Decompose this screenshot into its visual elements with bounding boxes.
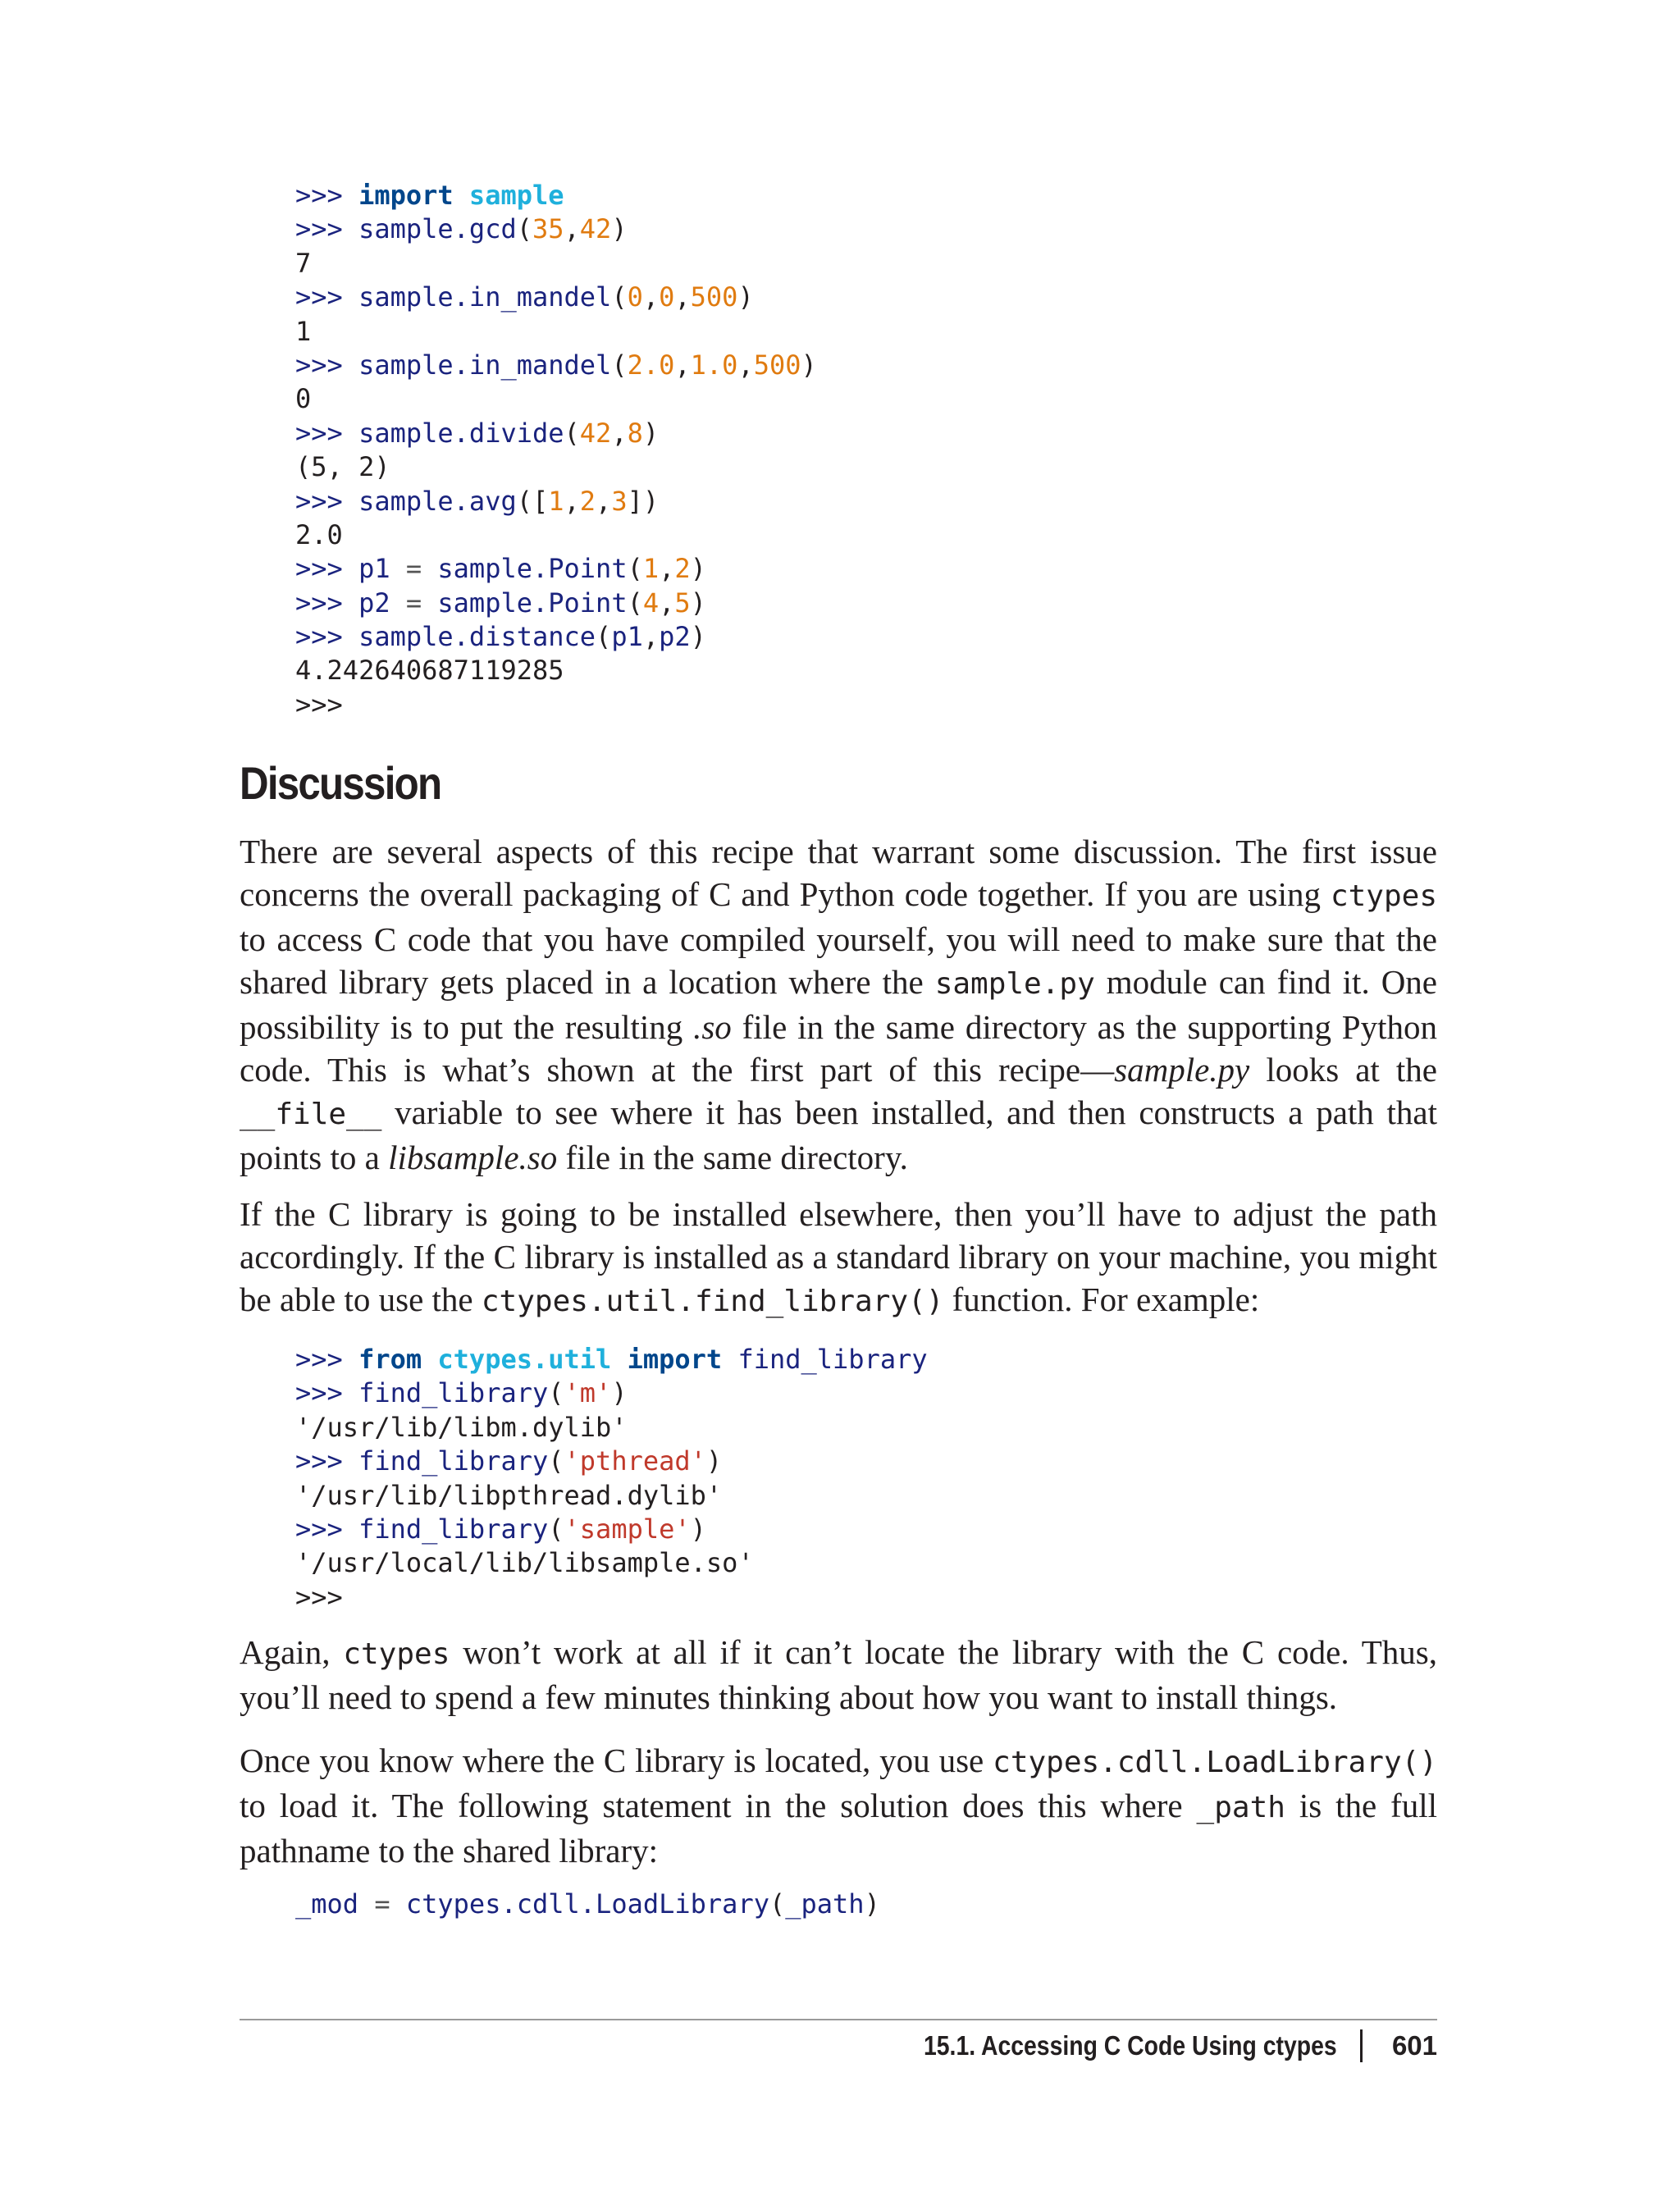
code-token-out: 4.242640687119285	[295, 655, 564, 687]
text-run: Again,	[240, 1633, 344, 1671]
code-token-name: p1	[358, 553, 390, 585]
code-token-num: 2	[674, 553, 691, 585]
code-token-punct: (	[611, 349, 628, 381]
code-token-punct: )	[690, 553, 706, 585]
code-token-prompt: >>>	[295, 213, 359, 245]
text-run: won’t work at all if it can’t locate the library with the C code. Thus, you’ll need to spend a few minutes thinking about how you want to install things.	[240, 1633, 1437, 1716]
code-token-punct: )	[690, 1513, 706, 1545]
code-token-punct: ([	[516, 485, 549, 517]
code-token-punct: )	[864, 1888, 880, 1920]
code-token-prompt: >>>	[295, 587, 359, 619]
code-line	[295, 485, 817, 518]
footer-separator	[1360, 2029, 1363, 2062]
code-token-op: =	[390, 553, 438, 585]
code-token-name: sample.distance	[358, 621, 596, 653]
text-run: to load it. The following statement in the solution does this where	[240, 1787, 1197, 1824]
code-token-op: =	[390, 587, 438, 619]
code-block-python-session	[295, 179, 817, 722]
code-line	[295, 1888, 880, 1921]
code-token-out: 0	[295, 383, 312, 415]
code-token-prompt: >>>	[295, 349, 359, 381]
code-token-name: find_library	[358, 1377, 549, 1409]
inline-code: ctypes.util.find_library()	[481, 1285, 944, 1318]
italic-term: .so	[693, 1008, 732, 1046]
code-line	[295, 1581, 928, 1614]
code-token-name: sample.in_mandel	[358, 349, 612, 381]
code-token-out: 2.0	[295, 518, 343, 550]
code-token-punct: ,	[674, 281, 691, 313]
code-token-out: '/usr/lib/libm.dylib'	[295, 1411, 628, 1443]
code-token-name: p2	[659, 621, 691, 653]
code-line	[295, 688, 817, 722]
code-token-num: 35	[532, 213, 564, 245]
code-token-name: sample.avg	[358, 485, 517, 517]
code-token-punct: )	[801, 349, 817, 381]
code-token-num: 1	[548, 485, 564, 517]
text-run: There are several aspects of this recipe that warrant some discussion. The first issue concerns the overall packaging of C and Python code together. If you are using	[240, 833, 1437, 913]
code-token-punct: (	[611, 281, 628, 313]
code-token-out: (5, 2)	[295, 451, 390, 483]
code-line	[295, 450, 817, 484]
code-token-punct: ,	[642, 621, 660, 653]
code-token-punct: )	[611, 213, 628, 245]
text-run: file in the same directory.	[557, 1139, 908, 1176]
code-token-punct: ,	[564, 213, 580, 245]
paragraph-ctypes-locate	[240, 1631, 1437, 1719]
page-number: 601	[1391, 2030, 1437, 2061]
page-footer	[856, 2029, 1437, 2062]
code-token-kw: import	[627, 1344, 723, 1375]
code-token-prompt: >>>	[295, 180, 359, 211]
code-token-punct: (	[548, 1445, 564, 1477]
code-token-num: 500	[753, 349, 801, 381]
code-token-punct: ,	[737, 349, 754, 381]
code-line	[295, 212, 817, 246]
code-token-punct: ,	[564, 485, 580, 517]
code-token-punct: (	[627, 587, 643, 619]
code-block-loadlibrary	[295, 1888, 880, 1921]
code-token-num: 4	[642, 587, 660, 619]
code-token-out: 1	[295, 315, 312, 347]
code-line	[295, 1546, 928, 1580]
inline-code: _path	[1196, 1791, 1285, 1824]
code-line	[295, 518, 817, 552]
code-token-punct: ,	[611, 417, 628, 449]
code-token-punct	[454, 180, 469, 211]
code-token-op: =	[358, 1888, 406, 1920]
code-line	[295, 315, 817, 349]
code-line	[295, 349, 817, 382]
code-line	[295, 1376, 928, 1410]
footer-divider	[240, 2019, 1437, 2020]
code-token-name: _mod	[295, 1888, 359, 1920]
code-token-mod: sample	[468, 180, 564, 211]
code-token-prompt: >>>	[295, 621, 359, 653]
code-token-punct: (	[548, 1377, 564, 1409]
code-token-punct: ,	[659, 553, 675, 585]
code-token-num: 42	[579, 417, 612, 449]
code-token-num: 0	[627, 281, 643, 313]
text-run: looks at the	[1249, 1051, 1437, 1089]
paragraph-find-library	[240, 1193, 1437, 1323]
code-token-punct: )	[737, 281, 754, 313]
code-token-punct: )	[690, 587, 706, 619]
code-token-punct: (	[627, 553, 643, 585]
code-token-prompt: >>>	[295, 553, 359, 585]
text-run: variable to see where it has been installed, and then constructs a path that points to a	[240, 1093, 1437, 1176]
code-token-out: '/usr/local/lib/libsample.so'	[295, 1547, 754, 1579]
code-token-punct: )	[611, 1377, 628, 1409]
code-token-punct: (	[564, 417, 580, 449]
code-token-kw: import	[358, 180, 454, 211]
text-run: module can find it. One possibility is to put the resulting	[240, 963, 1437, 1046]
code-token-num: 0	[659, 281, 675, 313]
code-token-punct: ,	[596, 485, 612, 517]
code-token-num: 500	[690, 281, 738, 313]
inline-code: ctypes	[1330, 879, 1437, 913]
code-token-num: 1.0	[690, 349, 738, 381]
text-run: function. For example:	[943, 1281, 1260, 1318]
code-line	[295, 179, 817, 212]
text-run: to access C code that you have compiled yourself, you will need to make sure that the shared library gets placed in a location where the	[240, 920, 1437, 1001]
code-token-punct	[722, 1344, 737, 1375]
text-run: If the C library is going to be installed elsewhere, then you’ll have to adjust the path accordingly. If the C library is installed as a standard library on your machine, you might be able to use the	[240, 1195, 1437, 1318]
code-token-prompt: >>>	[295, 485, 359, 517]
inline-code: __file__	[240, 1098, 382, 1131]
code-line	[295, 247, 817, 281]
code-token-punct: (	[596, 621, 612, 653]
italic-term: libsample.so	[388, 1139, 558, 1176]
code-block-find-library	[295, 1343, 928, 1614]
code-token-num: 8	[627, 417, 643, 449]
code-token-punct: (	[548, 1513, 564, 1545]
italic-term: sample.py	[1114, 1051, 1250, 1089]
inline-code: ctypes.cdll.LoadLibrary()	[993, 1746, 1437, 1779]
code-line	[295, 1479, 928, 1513]
code-token-name: sample.in_mandel	[358, 281, 612, 313]
code-token-punct: ,	[674, 349, 691, 381]
code-token-mod: ctypes.util	[437, 1344, 612, 1375]
code-line	[295, 1445, 928, 1478]
text-run: Once you know where the C library is located, you use	[240, 1742, 993, 1779]
code-token-name: p1	[611, 621, 643, 653]
paragraph-packaging	[240, 830, 1437, 1179]
code-token-str: 'pthread'	[564, 1445, 706, 1477]
code-token-name: _path	[785, 1888, 865, 1920]
code-token-punct: (	[516, 213, 532, 245]
code-token-prompt: >>>	[295, 1445, 359, 1477]
running-footer-title: 15.1. Accessing C Code Using ctypes	[924, 2030, 1337, 2061]
code-token-out: >>>	[295, 1581, 343, 1613]
code-token-name: ctypes.cdll.LoadLibrary	[405, 1888, 769, 1920]
code-token-kw: from	[358, 1344, 422, 1375]
code-line	[295, 1411, 928, 1445]
inline-code: sample.py	[934, 967, 1095, 1001]
code-token-name: p2	[358, 587, 390, 619]
code-token-num: 42	[579, 213, 612, 245]
code-token-str: 'sample'	[564, 1513, 691, 1545]
code-token-name: sample.Point	[437, 553, 628, 585]
code-token-name: sample.Point	[437, 587, 628, 619]
code-token-str: 'm'	[564, 1377, 612, 1409]
code-line	[295, 620, 817, 654]
code-token-punct	[611, 1344, 627, 1375]
code-token-num: 1	[642, 553, 660, 585]
code-line	[295, 281, 817, 314]
code-token-name: sample.gcd	[358, 213, 517, 245]
code-token-punct: (	[769, 1888, 786, 1920]
code-token-punct: ,	[642, 281, 660, 313]
code-token-out: 7	[295, 247, 312, 279]
code-line	[295, 1513, 928, 1546]
code-token-punct: )	[690, 621, 706, 653]
code-token-num: 2	[579, 485, 596, 517]
code-token-out: >>>	[295, 688, 343, 720]
code-token-prompt: >>>	[295, 417, 359, 449]
code-token-out: '/usr/lib/libpthread.dylib'	[295, 1479, 723, 1511]
code-token-name: find_library	[358, 1513, 549, 1545]
text-run: is the full pathname to the shared library:	[240, 1787, 1437, 1869]
inline-code: ctypes	[343, 1637, 450, 1671]
code-token-punct	[422, 1344, 437, 1375]
code-line	[295, 1343, 928, 1376]
code-token-punct: )	[642, 417, 660, 449]
paragraph-loadlibrary	[240, 1739, 1437, 1872]
code-token-name: find_library	[737, 1344, 928, 1375]
code-token-prompt: >>>	[295, 281, 359, 313]
code-token-prompt: >>>	[295, 1344, 359, 1375]
code-token-prompt: >>>	[295, 1513, 359, 1545]
section-heading: Discussion	[240, 757, 441, 809]
code-token-num: 3	[611, 485, 628, 517]
code-token-name: find_library	[358, 1445, 549, 1477]
code-token-prompt: >>>	[295, 1377, 359, 1409]
code-line	[295, 382, 817, 416]
code-line	[295, 417, 817, 450]
code-token-punct: ,	[659, 587, 675, 619]
code-token-num: 5	[674, 587, 691, 619]
code-token-punct: )	[705, 1445, 723, 1477]
code-token-punct: ])	[627, 485, 660, 517]
text-run: file in the same directory as the supporting Python code. This is what’s shown at the first part of this recipe—	[240, 1008, 1437, 1089]
code-line	[295, 654, 817, 687]
code-line	[295, 552, 817, 586]
code-token-num: 2.0	[627, 349, 675, 381]
code-token-name: sample.divide	[358, 417, 564, 449]
code-line	[295, 587, 817, 620]
